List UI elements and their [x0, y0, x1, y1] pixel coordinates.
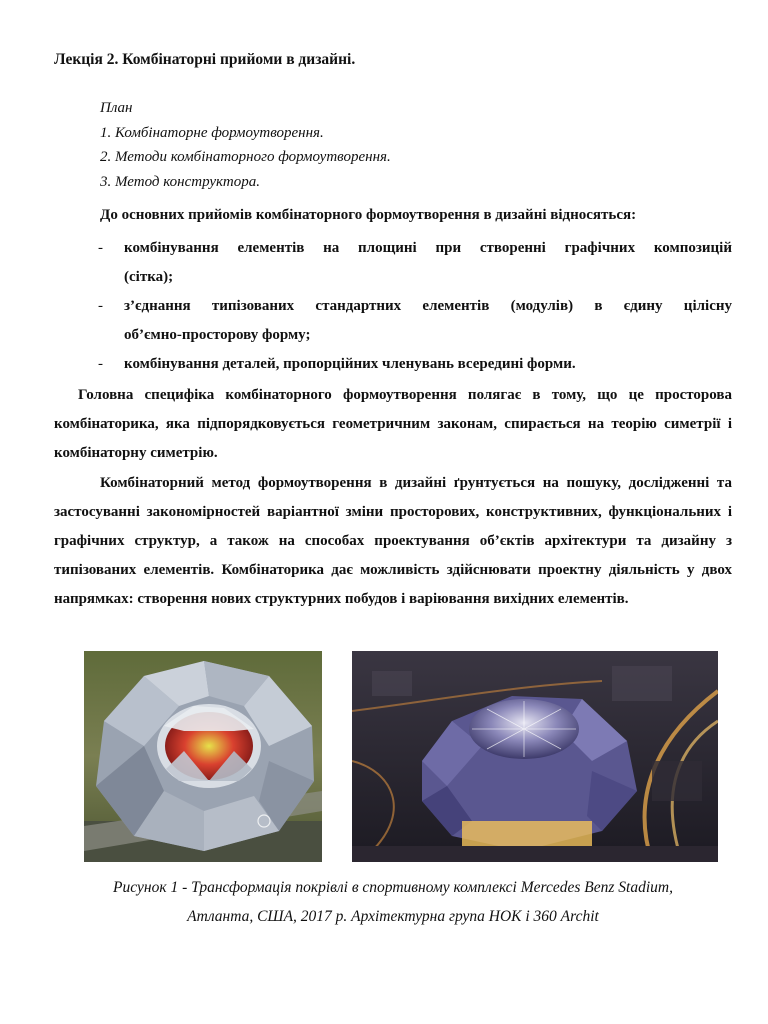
list-marker: -	[98, 298, 103, 314]
lecture-title: Лекція 2. Комбінаторні прийоми в дизайні.	[54, 51, 356, 68]
list-item	[54, 234, 732, 292]
list-item-line: об’ємно-просторову форму;	[124, 327, 311, 343]
list-item-line: (сітка);	[124, 269, 174, 285]
list-item-line: комбінування деталей, пропорційних членувань всередині форми.	[124, 356, 576, 372]
paragraph-combinatorial-method: Комбінаторний метод формоутворення в дизайні ґрунтується на пошуку, дослідженні та застосуванні закономірностей варіантної зміни просторових, конструктивних, функціональних і графічних структур, а також на способах проектування об’єктів архітектури та дизайну з типізованих елементів. Комбінаторика дає можливість здійснювати проектну діяльність у двох напрямках: створення нових структурних побудов і варіювання вихідних елементів.	[54, 475, 732, 607]
techniques-list	[54, 234, 732, 379]
plan-heading: План	[100, 100, 133, 116]
intro-sentence: До основних прийомів комбінаторного формоутворення в дизайні відносяться:	[100, 207, 637, 223]
plan-item: 3. Метод конструктора.	[100, 173, 260, 190]
list-item-line: з’єднання типізованих стандартних елементів (модулів) в єдину цілісну	[124, 298, 732, 314]
stadium-night-photo	[352, 651, 718, 862]
list-item	[54, 350, 732, 379]
list-marker: -	[98, 240, 103, 256]
stadium-aerial-photo	[84, 651, 322, 862]
plan-item: 1. Комбінаторне формоутворення.	[100, 124, 324, 141]
paragraph-specifics: Головна специфіка комбінаторного формоутворення полягає в тому, що це просторова комбінаторика, яка підпорядковується геометричним законам, спирається на теорію симетрії і комбінаторну симетрію.	[54, 387, 732, 461]
figure-caption-line: Рисунок 1 - Трансформація покрівлі в спортивному комплексі Mercedes Benz Stadium,	[113, 879, 673, 896]
plan-block	[100, 96, 391, 194]
list-marker: -	[98, 356, 103, 372]
list-item	[54, 292, 732, 350]
figure-caption-line: Атланта, США, 2017 р. Архітектурна група НОК і 360 Archit	[187, 908, 599, 925]
plan-item: 2. Методи комбінаторного формоутворення.	[100, 149, 391, 165]
list-item-line: комбінування елементів на площині при створенні графічних композицій	[124, 240, 732, 256]
figure-caption	[54, 873, 732, 931]
